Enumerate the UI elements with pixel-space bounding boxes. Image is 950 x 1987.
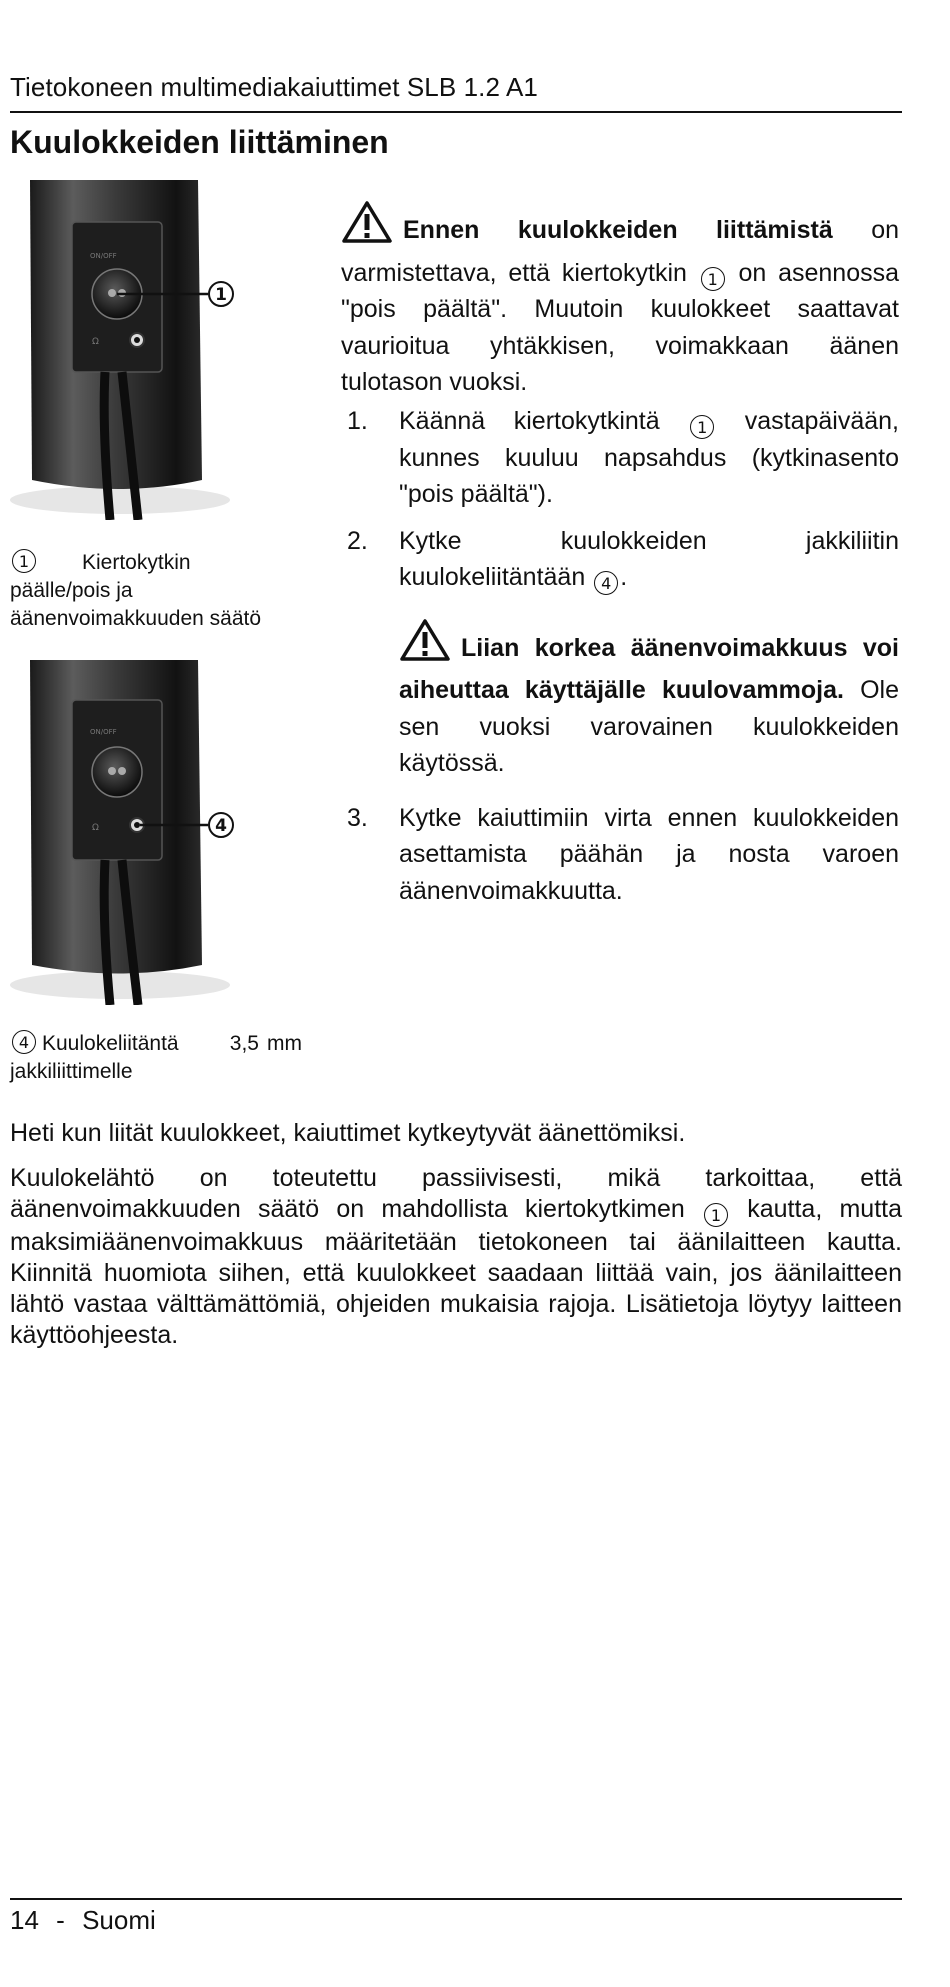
footer-separator: - (56, 1905, 65, 1935)
list-item (347, 523, 899, 596)
step-number: 2. (347, 526, 368, 555)
section-title: Kuulokkeiden liittäminen (10, 124, 389, 160)
warning-triangle-icon (399, 618, 451, 673)
warning-2-bold: Liian korkea äänenvoimakkuus voi aiheuttaa käyttäjälle kuulovammoja. (399, 633, 899, 704)
caption-1-word: Kiertokytkin (82, 551, 191, 574)
caption-1-rest: päälle/pois ja äänenvoimakkuuden säätö (10, 579, 262, 630)
step-number: 1. (347, 407, 368, 435)
warning-1-text-b: on asennossa "pois päältä". Muutoin kuulokkeet saattavat vaurioitua yhtäkkisen, voimakkaan äänen tulotason vuoksi. (341, 258, 900, 396)
instruction-list (347, 403, 899, 919)
footer-language: Suomi (82, 1905, 156, 1935)
paragraph-mute-info: Heti kun liität kuulokkeet, kaiuttimet kytkeytyvät äänettömiksi. (10, 1119, 686, 1147)
ref-4-icon: 4 (594, 571, 618, 595)
caption-2-size: 3,5 (229, 1032, 259, 1055)
warning-triangle-icon (341, 200, 393, 255)
callout-4: 4 (215, 816, 227, 836)
warning-1-text-a: on varmistettava, että kiertokytkin (341, 216, 899, 287)
header-rule (10, 111, 902, 113)
caption-2-word: Kuulokeliitäntä (42, 1032, 179, 1055)
warning-2-text: Ole sen vuoksi varovainen kuulokkeiden käytössä. (399, 676, 899, 777)
ref-4-icon: 4 (12, 1030, 36, 1054)
speaker-jack-photo (10, 660, 302, 1005)
step-text: Kytke kaiuttimiin virta ennen kuulokkeiden asettamista päähän ja nosta varoen äänenvoimakkuutta. (399, 803, 899, 905)
caption-2-unit: mm (267, 1032, 302, 1055)
warning-block-1 (341, 200, 899, 401)
list-item (347, 800, 899, 910)
step-1-text-b: vastapäivään, kunnes kuuluu napsahdus (kytkinasento "pois päältä"). (399, 407, 899, 508)
step-text (399, 523, 899, 596)
ref-1-icon: 1 (704, 1203, 728, 1227)
paragraph-2-text-a: Kuulokelähtö on toteutettu passiivisesti, mikä tarkoittaa, että äänenvoimakkuuden säätö on mahdollista kiertokytkimen (10, 1164, 902, 1223)
speaker-knob-photo (10, 180, 302, 520)
footer-rule (10, 1898, 902, 1900)
paragraph-2-text-b: kautta, mutta maksimiäänenvoimakkuus määritetään tietokoneen tai äänilaitteen kautta. Kiinnitä huomiota siihen, että kuulokkeet saadaan liittää vain, jos äänilaitteen lähtö vastaa välttämättömiä, ohjeiden mukaisia rajoja. Lisätietoja löytyy laitteen käyttöohjeesta. (10, 1195, 903, 1349)
list-item (347, 403, 899, 513)
step-text (399, 403, 899, 513)
step-1-text-a: Käännä kiertokytkintä (399, 407, 689, 435)
document-header: Tietokoneen multimediakaiuttimet SLB 1.2 A1 (10, 72, 538, 102)
svg-text:ON/OFF: ON/OFF (90, 728, 117, 736)
step-number: 3. (347, 803, 368, 832)
svg-text:Ω: Ω (92, 337, 99, 347)
ref-1-icon: 1 (701, 267, 725, 291)
figure-2-caption (10, 1030, 310, 1086)
ref-1-icon: 1 (690, 415, 714, 439)
caption-2-rest: jakkiliittimelle (10, 1060, 133, 1083)
callout-1: 1 (215, 285, 227, 305)
paragraph-passive-output (10, 1163, 902, 1351)
step-2-text-a: Kytke kuulokkeiden jakkiliitin kuulokeliitäntään (399, 526, 899, 591)
warning-1-bold: Ennen kuulokkeiden liittämistä (403, 216, 833, 244)
warning-block-2 (399, 618, 899, 782)
ref-1-icon: 1 (12, 549, 36, 573)
step-2-text-b: . (620, 563, 628, 591)
svg-text:Ω: Ω (92, 823, 99, 833)
svg-text:ON/OFF: ON/OFF (90, 252, 117, 260)
page-footer (10, 1905, 156, 1936)
page-number: 14 (10, 1905, 39, 1935)
figure-1-caption (10, 549, 310, 633)
